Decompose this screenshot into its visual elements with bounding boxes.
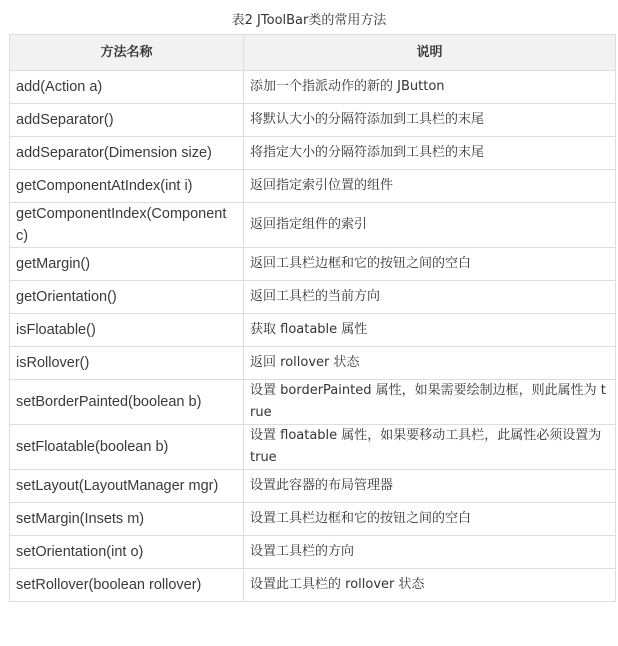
method-name-cell: setMargin(Insets m): [10, 503, 244, 536]
table-row: [10, 71, 616, 104]
method-description-cell: 将默认大小的分隔符添加到工具栏的末尾: [244, 104, 616, 137]
method-name-cell: isRollover(): [10, 347, 244, 380]
table-row: [10, 425, 616, 470]
method-description-cell: 返回 rollover 状态: [244, 347, 616, 380]
table-row: [10, 137, 616, 170]
method-name-cell: getOrientation(): [10, 281, 244, 314]
methods-table: [9, 34, 616, 602]
table-row: [10, 281, 616, 314]
method-name-cell: getComponentAtIndex(int i): [10, 170, 244, 203]
method-name-cell: isFloatable(): [10, 314, 244, 347]
table-row: [10, 503, 616, 536]
method-name-cell: setLayout(LayoutManager mgr): [10, 470, 244, 503]
method-description-cell: 设置 borderPainted 属性，如果需要绘制边框，则此属性为 true: [244, 380, 616, 425]
method-description-cell: 设置此工具栏的 rollover 状态: [244, 569, 616, 602]
method-name-cell: addSeparator(): [10, 104, 244, 137]
table-row: [10, 470, 616, 503]
table-caption: 表2 JToolBar类的常用方法: [231, 13, 387, 28]
table-row: [10, 569, 616, 602]
header-description: 说明: [244, 35, 616, 71]
method-description-cell: 返回指定索引位置的组件: [244, 170, 616, 203]
header-method-name: 方法名称: [10, 35, 244, 71]
method-name-cell: setFloatable(boolean b): [10, 425, 244, 470]
method-name-cell: getComponentIndex(Component c): [10, 203, 244, 248]
table-row: [10, 248, 616, 281]
method-name-cell: setRollover(boolean rollover): [10, 569, 244, 602]
table-row: [10, 380, 616, 425]
method-description-cell: 返回指定组件的索引: [244, 203, 616, 248]
method-name-cell: setOrientation(int o): [10, 536, 244, 569]
table-row: [10, 203, 616, 248]
table-header-row: [10, 35, 616, 71]
method-description-cell: 设置此容器的布局管理器: [244, 470, 616, 503]
method-description-cell: 获取 floatable 属性: [244, 314, 616, 347]
method-name-cell: setBorderPainted(boolean b): [10, 380, 244, 425]
method-description-cell: 设置工具栏的方向: [244, 536, 616, 569]
method-name-cell: add(Action a): [10, 71, 244, 104]
method-description-cell: 将指定大小的分隔符添加到工具栏的末尾: [244, 137, 616, 170]
table-row: [10, 170, 616, 203]
method-description-cell: 返回工具栏边框和它的按钮之间的空白: [244, 248, 616, 281]
method-name-cell: addSeparator(Dimension size): [10, 137, 244, 170]
method-description-cell: 设置 floatable 属性，如果要移动工具栏，此属性必须设置为 true: [244, 425, 616, 470]
table-row: [10, 347, 616, 380]
table-row: [10, 314, 616, 347]
table-row: [10, 536, 616, 569]
table-row: [10, 104, 616, 137]
method-description-cell: 添加一个指派动作的新的 JButton: [244, 71, 616, 104]
method-description-cell: 设置工具栏边框和它的按钮之间的空白: [244, 503, 616, 536]
method-description-cell: 返回工具栏的当前方向: [244, 281, 616, 314]
method-name-cell: getMargin(): [10, 248, 244, 281]
